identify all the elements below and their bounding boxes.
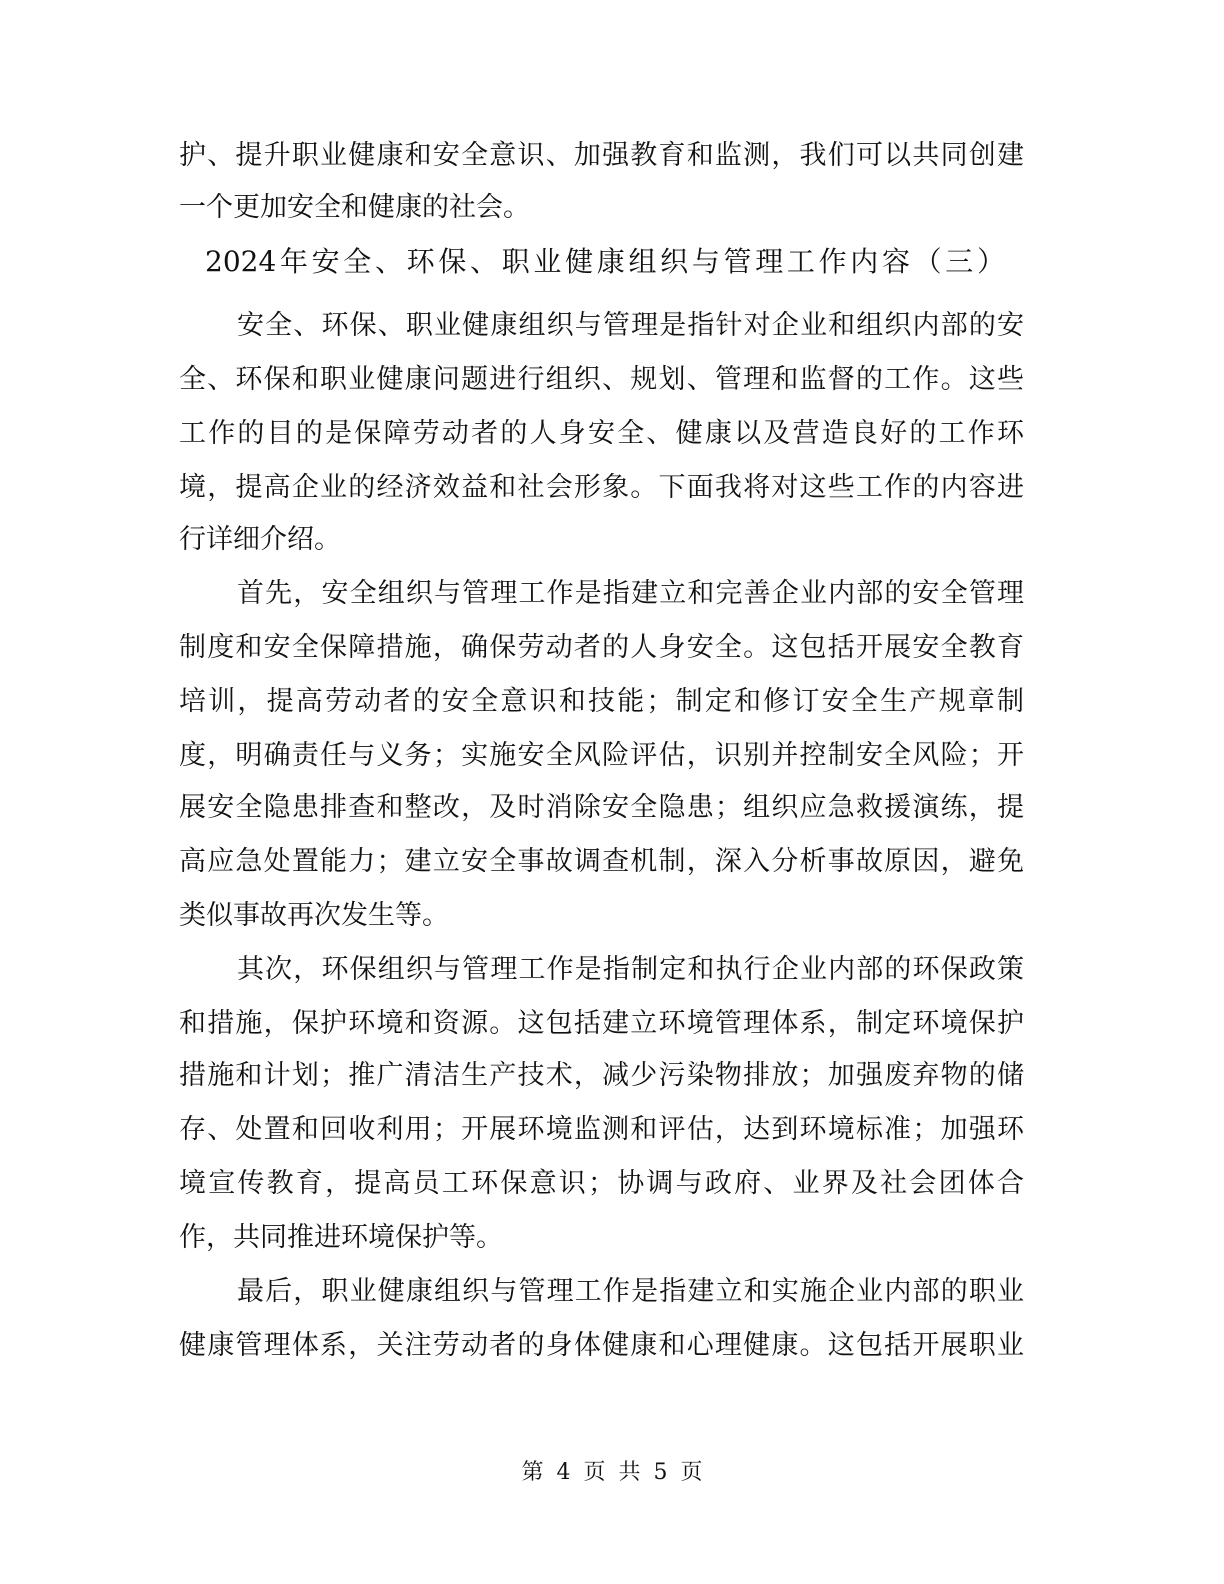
paragraph-line: 安全、环保、职业健康组织与管理是指针对企业和组织内部的安 [237,310,1024,341]
paragraph-line: 最后，职业健康组织与管理工作是指建立和实施企业内部的职业 [237,1276,1024,1307]
paragraph-line: 措施和计划；推广清洁生产技术，减少污染物排放；加强废弃物的储 [179,1060,1024,1091]
section-title: 2024年安全、环保、职业健康组织与管理工作内容（三） [205,245,1005,278]
intro-text-line: 一个更加安全和健康的社会。 [179,192,530,223]
paragraph-line: 类似事故再次发生等。 [179,900,449,931]
paragraph-line: 展安全隐患排查和整改，及时消除安全隐患；组织应急救援演练，提 [179,792,1024,823]
paragraph-line: 培训，提高劳动者的安全意识和技能；制定和修订安全生产规章制 [179,686,1024,717]
paragraph-line: 存、处置和回收利用；开展环境监测和评估，达到环境标准；加强环 [179,1114,1024,1145]
paragraph-line: 全、环保和职业健康问题进行组织、规划、管理和监督的工作。这些 [179,364,1024,395]
paragraph-line: 其次，环保组织与管理工作是指制定和执行企业内部的环保政策 [237,954,1024,985]
intro-text-line: 护、提升职业健康和安全意识、加强教育和监测，我们可以共同创建 [179,140,1024,171]
paragraph-line: 作，共同推进环境保护等。 [179,1222,503,1253]
paragraph-line: 健康管理体系，关注劳动者的身体健康和心理健康。这包括开展职业 [179,1330,1024,1361]
page-number-footer: 第 4 页 共 5 页 [521,1460,703,1485]
paragraph-line: 制度和安全保障措施，确保劳动者的人身安全。这包括开展安全教育 [179,632,1024,663]
paragraph-line: 境，提高企业的经济效益和社会形象。下面我将对这些工作的内容进 [179,472,1024,503]
paragraph-line: 首先，安全组织与管理工作是指建立和完善企业内部的安全管理 [237,578,1024,609]
paragraph-line: 境宣传教育，提高员工环保意识；协调与政府、业界及社会团体合 [179,1168,1024,1199]
paragraph-line: 度，明确责任与义务；实施安全风险评估，识别并控制安全风险；开 [179,740,1024,771]
paragraph-line: 高应急处置能力；建立安全事故调查机制，深入分析事故原因，避免 [179,846,1024,877]
paragraph-line: 工作的目的是保障劳动者的人身安全、健康以及营造良好的工作环 [179,418,1024,449]
paragraph-line: 和措施，保护环境和资源。这包括建立环境管理体系，制定环境保护 [179,1008,1024,1039]
paragraph-line: 行详细介绍。 [179,524,341,555]
